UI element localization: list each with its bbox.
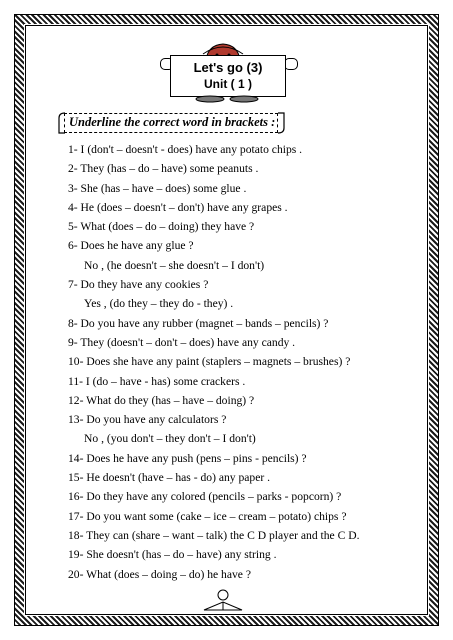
exercise-item: 19- She doesn't (has – do – have) any string . [68,548,277,562]
title-sign [170,55,286,97]
exercise-item: 7- Do they have any cookies ? [68,278,209,292]
exercise-item: 2- They (has – do – have) some peanuts . [68,162,259,176]
exercise-item: 18- They can (share – want – talk) the C D player and the C D. [68,528,360,542]
exercise-list [68,140,428,584]
exercise-item: 14- Does he have any push (pens – pins - pencils) ? [68,451,307,465]
instruction-banner: Underline the correct word in brackets : [64,113,278,133]
page-title: Let's go (3) [193,60,263,75]
exercise-item: 1- I (don't – doesn't - does) have any potato chips . [68,143,303,156]
exercise-item: 20- What (does – doing – do) he have ? [68,567,251,581]
exercise-item: 4- He (does – doesn't – don't) have any grapes . [68,200,288,214]
exercise-item: 8- Do you have any rubber (magnet – bands – pencils) ? [68,316,329,330]
cartoon-right-hand-icon [284,58,298,70]
exercise-item: 17- Do you want some (cake – ice – cream – potato) chips ? [68,509,347,523]
unit-label: Unit ( 1 ) [204,77,252,91]
exercise-item: 13- Do you have any calculators ? [68,413,227,427]
exercise-answer: No , (you don't – they don't – I don't) [84,432,256,446]
cartoon-feet-icon [192,95,262,103]
exercise-item: 15- He doesn't (have – has - do) any paper . [68,471,271,485]
exercise-item: 9- They (doesn't – don't – does) have any candy . [68,335,296,349]
exercise-item: 11- I (do – have - has) some crackers . [68,374,246,388]
exercise-item: 3- She (has – have – does) some glue . [68,181,247,195]
exercise-answer: Yes , (do they – they do - they) . [84,297,234,311]
exercise-item: 6- Does he have any glue ? [68,239,194,253]
exercise-item: 12- What do they (has – have – doing) ? [68,393,255,407]
banner-right-scroll-icon [277,112,285,134]
exercise-answer: No , (he doesn't – she doesn't – I don't) [84,258,265,272]
exercise-item: 5- What (does – do – doing) they have ? [68,220,255,234]
reading-child-icon [198,588,248,612]
exercise-item: 16- Do they have any colored (pencils – parks - popcorn) ? [68,490,342,504]
exercise-item: 10- Does she have any paint (staplers – magnets – brushes) ? [68,355,351,369]
